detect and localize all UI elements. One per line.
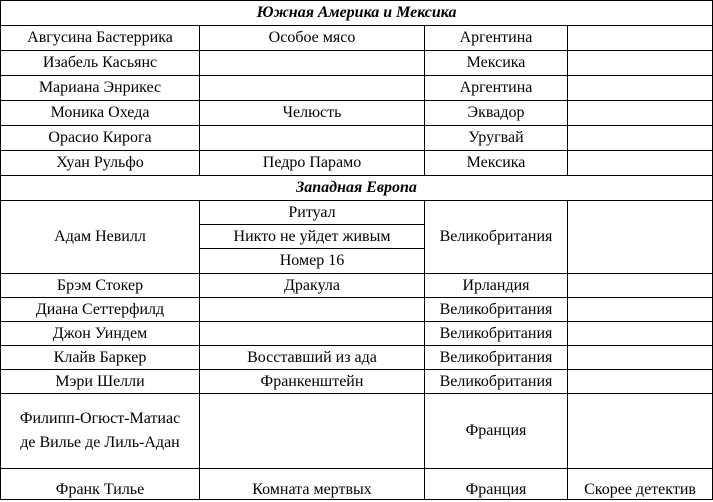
- table-row: [1, 76, 713, 101]
- work-cell: [200, 322, 425, 346]
- work-cell: [200, 76, 425, 101]
- work-cell: Дракула: [200, 274, 425, 298]
- work-cell: Франкенштейн: [200, 370, 425, 394]
- country-cell: Аргентина: [425, 26, 568, 51]
- work-cell: Никто не уйдет живым: [200, 225, 425, 249]
- table-row: [1, 151, 713, 176]
- author-cell: Джон Уиндем: [1, 322, 200, 346]
- note-cell: [568, 101, 713, 126]
- note-cell: [568, 76, 713, 101]
- table-row: [1, 274, 713, 298]
- work-cell: [200, 51, 425, 76]
- note-cell: [568, 322, 713, 346]
- author-cell: Авгусина Бастеррика: [1, 26, 200, 51]
- note-cell: [568, 346, 713, 370]
- author-cell: Мариана Энрикес: [1, 76, 200, 101]
- note-cell: [568, 394, 713, 469]
- table-row: [1, 394, 713, 469]
- note-cell: [568, 26, 713, 51]
- country-cell: Франция: [425, 394, 568, 469]
- note-cell: [568, 51, 713, 76]
- note-cell: Скорее детектив: [568, 469, 713, 500]
- work-cell: Ритуал: [200, 201, 425, 225]
- note-cell: [568, 274, 713, 298]
- author-cell: Диана Сеттерфилд: [1, 298, 200, 322]
- work-cell: [200, 298, 425, 322]
- work-cell: Челюсть: [200, 101, 425, 126]
- table-row: [1, 346, 713, 370]
- note-cell: [568, 126, 713, 151]
- work-cell: Особое мясо: [200, 26, 425, 51]
- section-title-western-europe: Западная Европа: [1, 176, 713, 201]
- note-cell: [568, 298, 713, 322]
- country-cell: Франция: [425, 469, 568, 500]
- table-row: [1, 101, 713, 126]
- work-cell: Педро Парамо: [200, 151, 425, 176]
- note-cell: [568, 201, 713, 274]
- author-line-1: Филипп-Огюст-Матиас: [19, 410, 181, 427]
- author-cell: Мэри Шелли: [1, 370, 200, 394]
- table-row: [1, 322, 713, 346]
- work-cell: Восставший из ада: [200, 346, 425, 370]
- country-cell: Великобритания: [425, 322, 568, 346]
- country-cell: Мексика: [425, 51, 568, 76]
- country-cell: Ирландия: [425, 274, 568, 298]
- table-row: [1, 469, 713, 500]
- work-cell: Номер 16: [200, 249, 425, 274]
- work-cell: [200, 394, 425, 469]
- author-cell: Брэм Стокер: [1, 274, 200, 298]
- note-cell: [568, 370, 713, 394]
- country-cell: Великобритания: [425, 201, 568, 274]
- author-cell: Орасио Кирога: [1, 126, 200, 151]
- author-line-2: де Вилье де Лиль-Адан: [20, 434, 180, 451]
- author-cell: Хуан Рульфо: [1, 151, 200, 176]
- table-row: [1, 298, 713, 322]
- note-cell: [568, 151, 713, 176]
- country-cell: Мексика: [425, 151, 568, 176]
- table-row: [1, 51, 713, 76]
- country-cell: Эквадор: [425, 101, 568, 126]
- author-cell: Изабель Касьянс: [1, 51, 200, 76]
- author-cell: Клайв Баркер: [1, 346, 200, 370]
- work-cell: [200, 126, 425, 151]
- author-cell: Адам Невилл: [1, 201, 200, 274]
- author-cell: Моника Охеда: [1, 101, 200, 126]
- table-row: [1, 26, 713, 51]
- table-row: [1, 126, 713, 151]
- work-cell: Комната мертвых: [200, 469, 425, 500]
- country-cell: Великобритания: [425, 298, 568, 322]
- country-cell: Аргентина: [425, 76, 568, 101]
- country-cell: Великобритания: [425, 370, 568, 394]
- table-row: [1, 370, 713, 394]
- section-title-south-america: Южная Америка и Мексика: [1, 1, 713, 26]
- author-cell: Франк Тилье: [1, 469, 200, 500]
- country-cell: Уругвай: [425, 126, 568, 151]
- author-cell: [1, 394, 200, 469]
- country-cell: Великобритания: [425, 346, 568, 370]
- table-row: [1, 201, 713, 225]
